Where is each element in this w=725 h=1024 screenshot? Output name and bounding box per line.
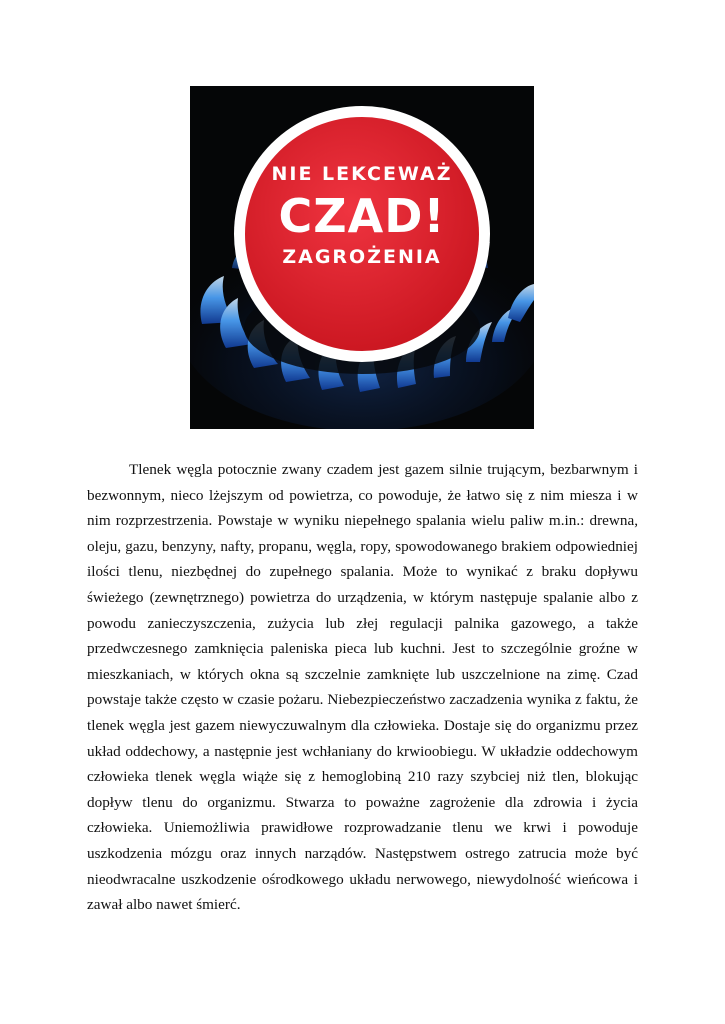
poster-line-top: NIE LEKCEWAŻ xyxy=(271,163,453,185)
article-paragraph: Tlenek węgla potocznie zwany czadem jest gazem silnie trującym, bezbarwnym i bezwonnym, nieco lżejszym od powietrza, co powoduje, że łatwo się z nim miesza i w nim rozprzestrzenia. Powstaje w wyniku niepełnego spalania wielu paliw m.in.: drewna, oleju, gazu, benzyny, nafty, propanu, węgla, ropy, spowodowanego brakiem odpowiedniej ilości tlenu, niezbędnej do zupełnego spalania. Może to wynikać z braku dopływu świeżego (zewnętrznego) powietrza do urządzenia, w którym następuje spalanie albo z powodu zanieczyszczenia, zużycia lub złej regulacji palnika gazowego, a także przedwczesnego zamknięcia paleniska pieca lub kuchni. Jest to szczególnie groźne w mieszkaniach, w których okna są szczelnie zamknięte lub uszczelnione na zimę. Czad powstaje także często w czasie pożaru. Niebezpieczeństwo zaczadzenia wynika z faktu, że tlenek węgla jest gazem niewyczuwalnym dla człowieka. Dostaje się do organizmu przez układ oddechowy, a następnie jest wchłaniany do krwioobiegu. W układzie oddechowym człowieka tlenek węgla wiąże się z hemoglobiną 210 razy szybciej niż tlen, blokując dopływ tlenu do organizmu. Stwarza to poważne zagrożenie dla zdrowia i życia człowieka. Uniemożliwia prawidłowe rozprowadzanie tlenu we krwi i powoduje uszkodzenia mózgu oraz innych narządów. Następstwem ostrego zatrucia może być nieodwracalne uszkodzenie ośrodkowego układu nerwowego, niewydolność wieńcowa i zawał albo nawet śmierć. xyxy=(87,461,638,914)
poster-line-bottom: ZAGROŻENIA xyxy=(282,246,442,268)
poster-graphic xyxy=(190,86,534,429)
poster-line-main: CZAD! xyxy=(278,189,446,243)
gas-burner-poster xyxy=(190,86,534,429)
